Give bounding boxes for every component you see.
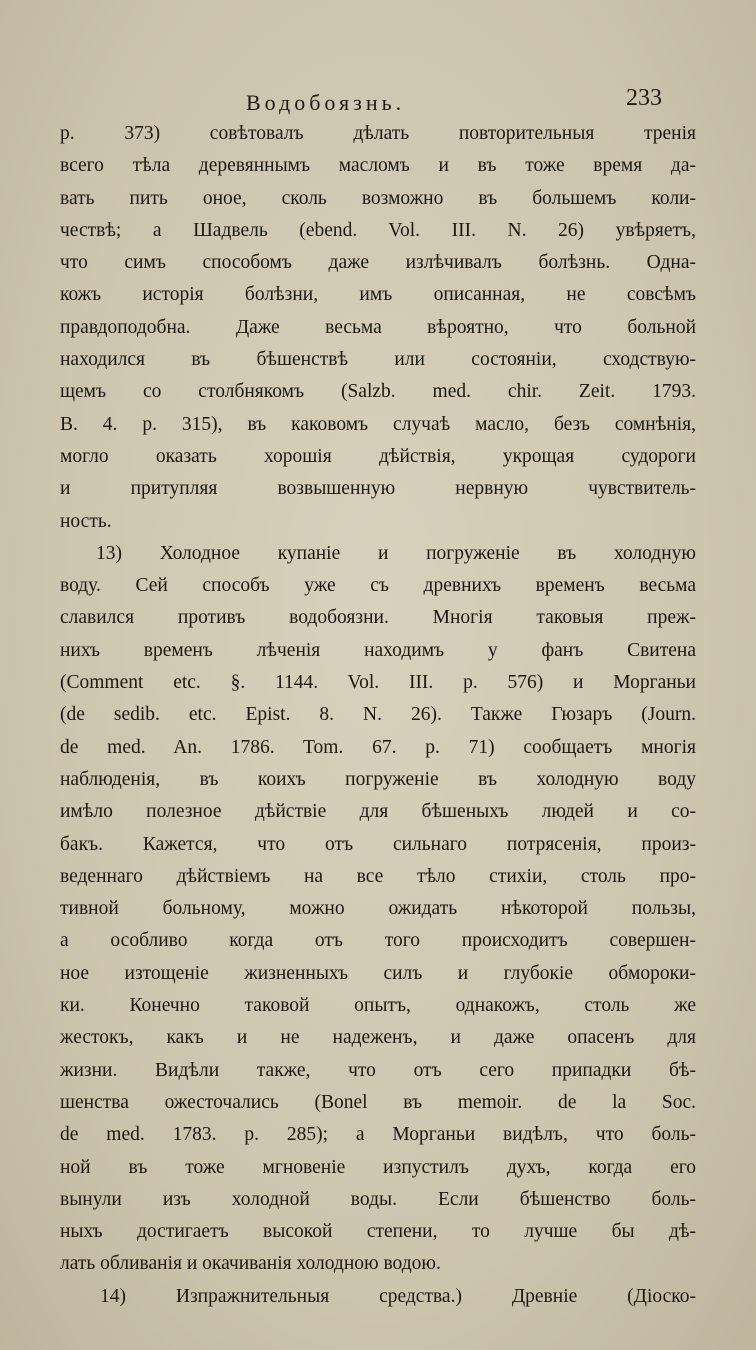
text-line: правдоподобна. Даже весьма вѣроятно, что больной — [60, 316, 696, 338]
text-line: жестокъ, какъ и не надеженъ, и даже опасенъ для — [60, 1027, 696, 1049]
text-line: и притупляя возвышенную нервную чувствитель- — [60, 478, 696, 500]
text-line: вать пить оное, сколь возможно въ большемъ коли- — [60, 187, 696, 209]
text-line: de med. 1783. p. 285); а Морганьи видѣлъ, что боль- — [60, 1124, 696, 1146]
text-line: тивной больному, можно ожидать нѣкоторой пользы, — [60, 898, 696, 920]
text-line: воду. Сей способъ уже съ древнихъ временъ весьма — [60, 575, 696, 597]
text-line: наблюденія, въ коихъ погруженіе въ холодную воду — [60, 768, 696, 790]
running-title: Водобоязнь. — [246, 90, 406, 115]
text-line: славился противъ водобоязни. Многія таковыя преж- — [60, 607, 696, 629]
text-line: всего тѣла деревяннымъ масломъ и въ тоже время да- — [60, 155, 696, 177]
text-line: ки. Конечно таковой опытъ, однакожъ, столь же — [60, 995, 696, 1017]
text-line: B. 4. p. 315), въ каковомъ случаѣ масло, безъ сомнѣнія, — [60, 413, 696, 435]
text-line: (de sedib. etc. Epist. 8. N. 26). Также Гюзаръ (Journ. — [60, 704, 696, 726]
text-line: кожъ исторія болѣзни, имъ описанная, не совсѣмъ — [60, 284, 696, 306]
text-line: нихъ временъ лѣченія находимъ у фанъ Свитена — [60, 639, 696, 661]
text-line: шенства ожесточались (Bonel въ memoir. de la Soc. — [60, 1091, 696, 1113]
text-line: ныхъ достигаетъ высокой степени, то лучше бы дѣ- — [60, 1221, 696, 1243]
text-line: веденнаго дѣйствіемъ на все тѣло стихіи, столь про- — [60, 865, 696, 887]
section-heading-line: 14) Изпражнительныя средства.) Древніе (Діоско- — [100, 1285, 696, 1307]
text-line: бакъ. Кажется, что отъ сильнаго потрясенія, произ- — [60, 833, 696, 855]
page-number: 233 — [626, 85, 662, 111]
body-text — [60, 118, 696, 1313]
text-line: ной въ тоже мгновеніе изпустилъ духъ, когда его — [60, 1156, 696, 1178]
text-line: вынули изъ холодной воды. Если бѣшенство боль- — [60, 1188, 696, 1210]
text-line: р. 373) совѣтовалъ дѣлать повторительныя тренія — [60, 123, 696, 144]
section-heading-line: 13) Холодное купаніе и погруженіе въ холодную — [96, 542, 696, 564]
page-header — [0, 80, 756, 120]
text-line: de med. An. 1786. Tom. 67. p. 71) сообщаетъ многія — [60, 736, 696, 758]
text-line: что симъ способомъ даже излѣчивалъ болѣзнь. Одна- — [60, 252, 696, 274]
text-line: могло оказать хорошія дѣйствія, укрощая судороги — [60, 445, 696, 467]
text-line: щемъ со столбнякомъ (Salzb. med. chir. Zeit. 1793. — [60, 381, 696, 403]
text-line: жизни. Видѣли также, что отъ сего припадки бѣ- — [60, 1059, 696, 1081]
text-line: имѣло полезное дѣйствіе для бѣшеныхъ людей и со- — [60, 801, 696, 823]
text-line: ное изтощеніе жизненныхъ силъ и глубокіе обмороки- — [60, 962, 696, 984]
text-line: (Comment etc. §. 1144. Vol. III. p. 576) и Морганьи — [60, 672, 696, 694]
text-line: а особливо когда отъ того происходитъ совершен- — [60, 930, 696, 952]
text-line: ность. — [60, 510, 112, 532]
text-line: находился въ бѣшенствѣ или состояніи, сходствую- — [60, 349, 696, 371]
text-line: чествѣ; а Шадвель (ebend. Vol. III. N. 26) увѣряетъ, — [60, 219, 696, 241]
text-line: лать обливанія и окачиванія холодною водою. — [60, 1253, 441, 1275]
